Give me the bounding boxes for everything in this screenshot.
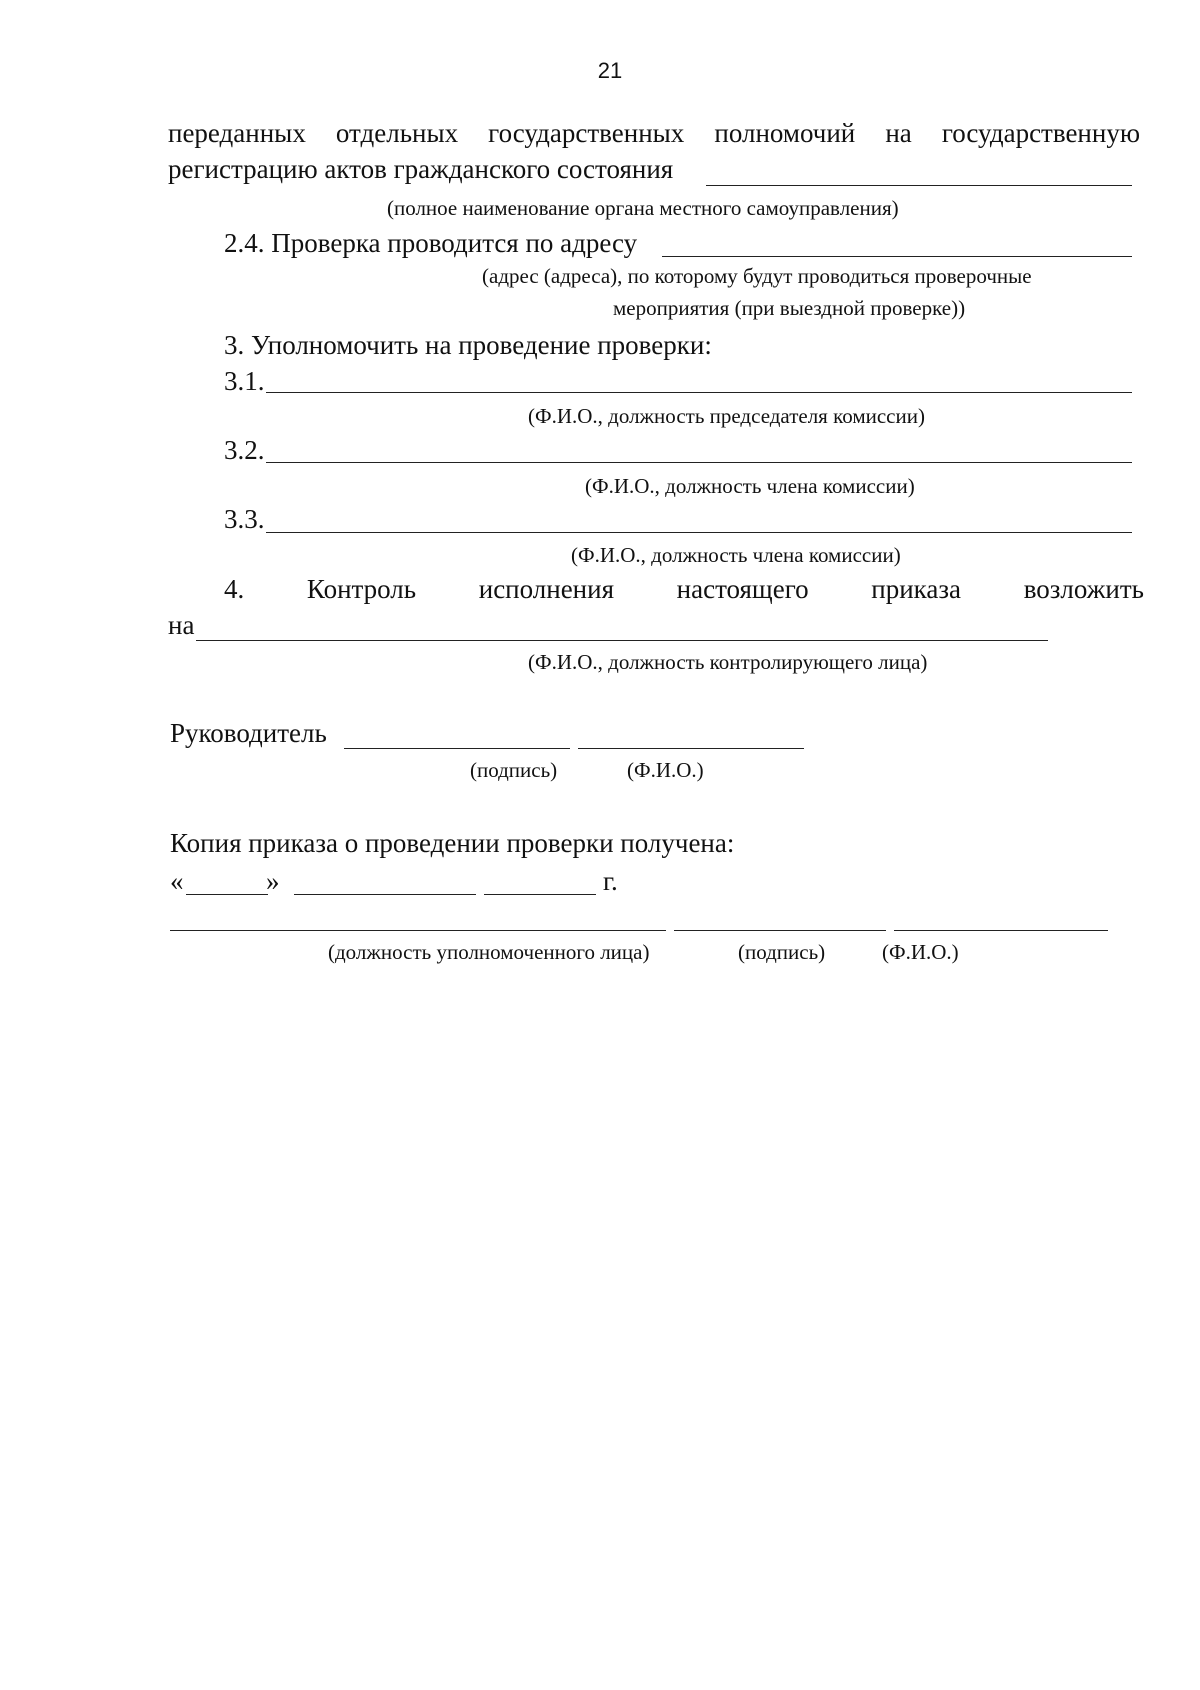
authority-name-blank-line xyxy=(706,185,1132,186)
authority-name-caption: (полное наименование органа местного самоуправления) xyxy=(387,196,899,220)
word: Контроль xyxy=(306,574,417,604)
item-3-1-caption: (Ф.И.О., должность председателя комиссии) xyxy=(528,404,925,428)
page-number: 21 xyxy=(597,58,623,83)
head-name-blank-line xyxy=(578,748,804,749)
paragraph-2-3-line-2: регистрацию актов гражданского состояния xyxy=(168,154,674,184)
item-3-2-label: 3.2. xyxy=(224,435,265,465)
word: настоящего xyxy=(676,574,809,604)
word: переданных xyxy=(168,118,306,148)
item-3-3-caption: (Ф.И.О., должность члена комиссии) xyxy=(571,543,901,567)
date-day-blank-line xyxy=(186,894,268,895)
recipient-signature-blank-line xyxy=(674,930,886,931)
date-quote-close: » xyxy=(266,866,280,896)
date-quote-open: « xyxy=(170,866,184,896)
item-3-2-caption: (Ф.И.О., должность члена комиссии) xyxy=(585,474,915,498)
date-month-blank-line xyxy=(294,894,476,895)
controller-caption: (Ф.И.О., должность контролирующего лица) xyxy=(528,650,928,674)
item-3-1-label: 3.1. xyxy=(224,366,265,396)
paragraph-4-line-2: на xyxy=(168,610,195,640)
recipient-signature-caption: (подпись) xyxy=(738,940,826,964)
recipient-name-blank-line xyxy=(894,930,1108,931)
word: государственную xyxy=(941,118,1140,148)
date-year-suffix: г. xyxy=(603,866,618,896)
paragraph-4-line-1 xyxy=(224,574,1144,605)
head-signature-label: Руководитель xyxy=(170,718,327,748)
recipient-name-caption: (Ф.И.О.) xyxy=(882,940,959,964)
paragraph-2-3-line-1 xyxy=(168,118,1140,149)
controller-blank-line xyxy=(196,640,1048,641)
address-caption-line-2: мероприятия (при выездной проверке)) xyxy=(613,296,966,320)
word: 4. xyxy=(224,574,245,604)
copy-receipt-text: Копия приказа о проведении проверки получена: xyxy=(170,828,735,858)
item-3-1-blank-line xyxy=(266,392,1132,393)
date-year-blank-line xyxy=(484,894,596,895)
item-3-3-blank-line xyxy=(266,532,1132,533)
address-caption-line-1: (адрес (адреса), по которому будут проводиться проверочные xyxy=(482,264,1032,288)
head-name-caption: (Ф.И.О.) xyxy=(627,758,704,782)
word: возложить xyxy=(1023,574,1144,604)
recipient-position-blank-line xyxy=(170,930,666,931)
head-signature-caption: (подпись) xyxy=(470,758,558,782)
word: полномочий xyxy=(714,118,856,148)
recipient-position-caption: (должность уполномоченного лица) xyxy=(328,940,650,964)
word: государственных xyxy=(488,118,685,148)
word: отдельных xyxy=(335,118,459,148)
address-blank-line xyxy=(662,256,1132,257)
word: исполнения xyxy=(478,574,615,604)
head-signature-blank-line xyxy=(344,748,570,749)
item-3-3-label: 3.3. xyxy=(224,504,265,534)
paragraph-2-4: 2.4. Проверка проводится по адресу xyxy=(224,228,638,258)
word: приказа xyxy=(871,574,962,604)
word: на xyxy=(885,118,912,148)
item-3-2-blank-line xyxy=(266,462,1132,463)
paragraph-3: 3. Уполномочить на проведение проверки: xyxy=(224,330,712,360)
